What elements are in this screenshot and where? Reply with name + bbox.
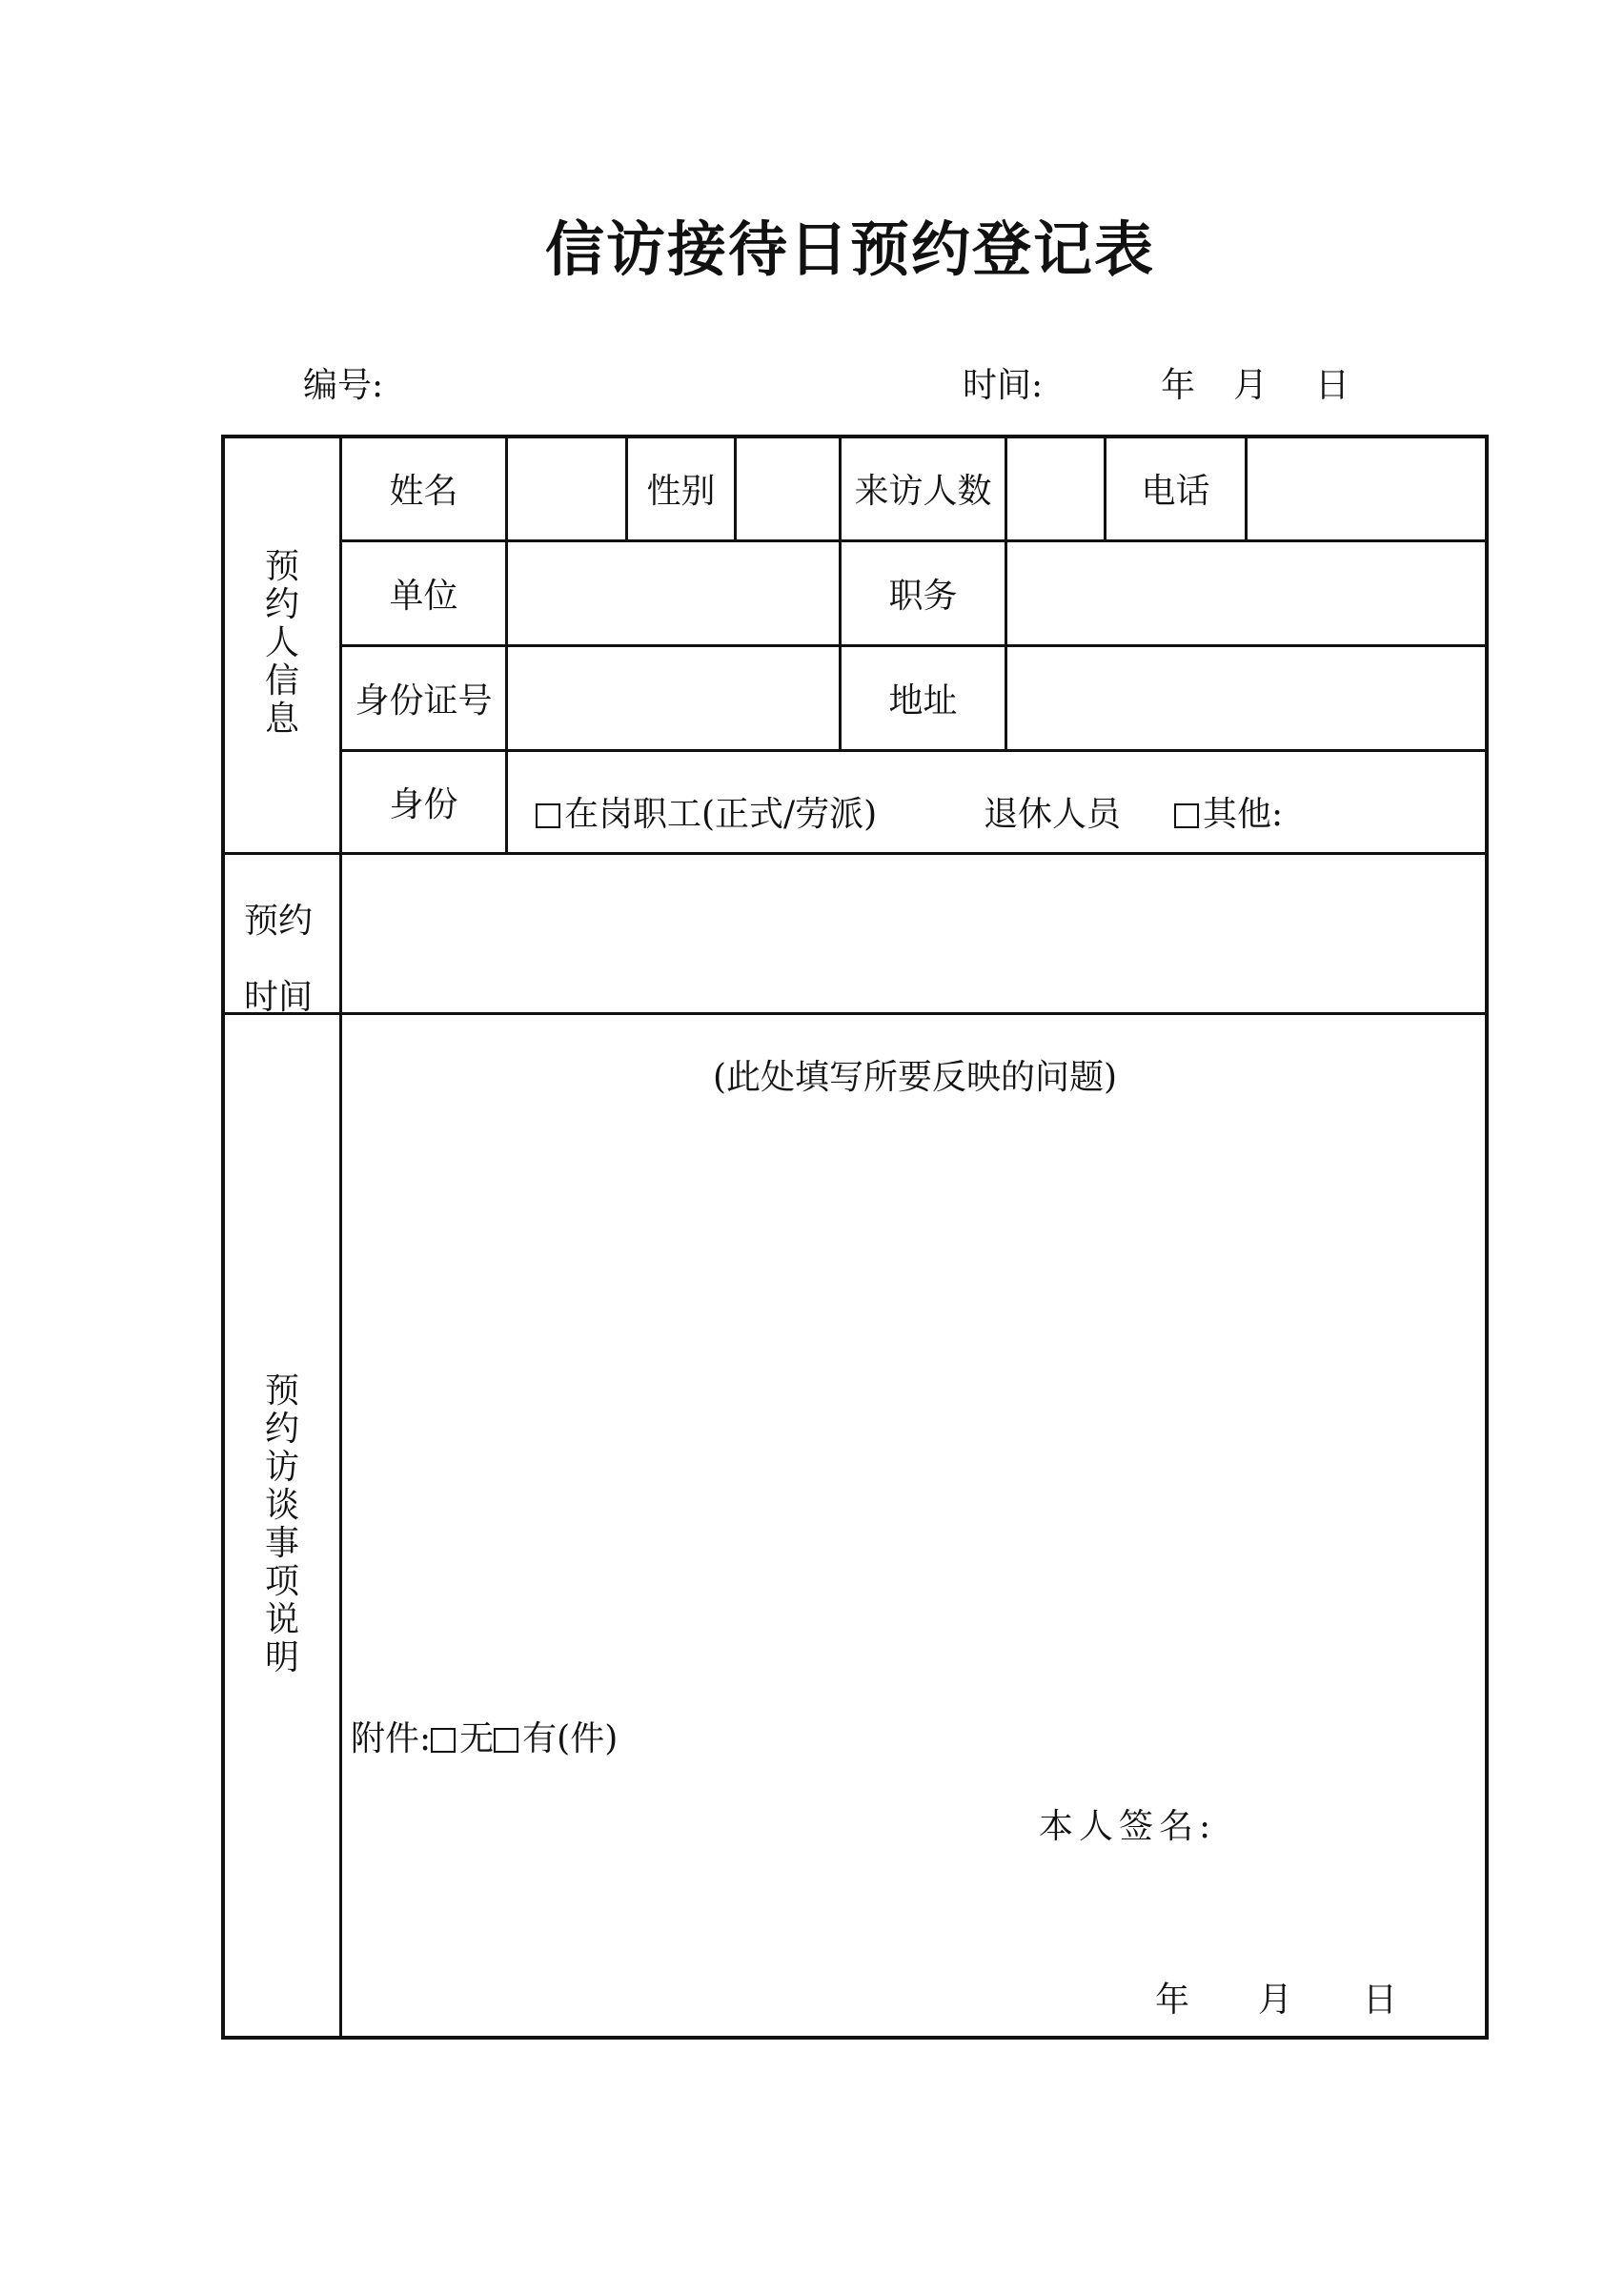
- section-divider-2: [221, 1012, 1487, 1015]
- gender-field[interactable]: [737, 437, 839, 539]
- applicant-label-char: 预: [264, 547, 299, 586]
- matters-field[interactable]: [342, 1106, 1485, 1696]
- appointment-time-field[interactable]: [342, 855, 1485, 1012]
- matters-label-char: 项: [264, 1562, 299, 1601]
- attachment-row: [351, 1712, 618, 1760]
- appointment-time-label-2: 时间: [244, 978, 314, 1017]
- applicant-section-label: [225, 548, 339, 739]
- header-year: 年: [1161, 366, 1196, 405]
- applicant-label-char: 人: [264, 623, 299, 662]
- id-number-label: 身份证号: [355, 681, 493, 721]
- identity-option-employee-text: 在岗职工(正式/劳派): [564, 795, 878, 834]
- gender-label: 性别: [646, 472, 716, 511]
- checkbox-other[interactable]: [1174, 803, 1199, 828]
- sign-year: 年: [1155, 1980, 1190, 2020]
- table-right-border: [1485, 435, 1489, 2040]
- matters-section-label: [225, 1372, 339, 1677]
- header-month: 月: [1233, 366, 1269, 405]
- header-day: 日: [1315, 366, 1350, 405]
- signature-label: 本人签名:: [1039, 1807, 1217, 1846]
- row-divider-3: [339, 749, 1487, 752]
- checkbox-attachment-has[interactable]: [494, 1728, 518, 1753]
- matters-label-char: 约: [264, 1410, 299, 1449]
- matters-label-char: 访: [264, 1448, 299, 1487]
- name-label: 姓名: [389, 472, 458, 511]
- identity-option-other[interactable]: [1174, 787, 1283, 836]
- matters-label-char: 事: [264, 1524, 299, 1563]
- name-field[interactable]: [508, 437, 625, 539]
- attachment-none-text: 无: [459, 1719, 495, 1758]
- applicant-label-char: 信: [264, 661, 299, 701]
- matters-label-char: 谈: [264, 1486, 299, 1525]
- sign-month: 月: [1258, 1980, 1293, 2020]
- matters-label-char: 明: [264, 1638, 299, 1677]
- attachment-has-text: 有(件): [522, 1719, 619, 1758]
- table-bottom-border: [221, 2036, 1489, 2040]
- time-label: 时间:: [963, 366, 1044, 405]
- phone-field[interactable]: [1248, 437, 1485, 539]
- position-field[interactable]: [1007, 542, 1485, 644]
- matters-hint: (此处填写所要反映的问题): [713, 1058, 1118, 1097]
- phone-label: 电话: [1141, 472, 1210, 511]
- identity-label: 身份: [389, 785, 458, 824]
- page-title: 信访接待日预约登记表: [544, 214, 1155, 284]
- matters-label-char: 预: [264, 1371, 299, 1411]
- applicant-label-char: 息: [264, 700, 299, 739]
- checkbox-attachment-none[interactable]: [431, 1728, 456, 1753]
- address-label: 地址: [888, 681, 958, 721]
- identity-option-retired[interactable]: 退休人员: [984, 795, 1122, 834]
- unit-label: 单位: [389, 577, 458, 616]
- identity-option-other-text: 其他:: [1203, 795, 1284, 834]
- address-field[interactable]: [1007, 647, 1485, 749]
- position-label: 职务: [888, 577, 958, 616]
- serial-label: 编号:: [303, 366, 384, 405]
- attachment-label: 附件:: [351, 1719, 432, 1758]
- unit-field[interactable]: [508, 542, 839, 644]
- visitors-field[interactable]: [1007, 437, 1104, 539]
- id-number-field[interactable]: [508, 647, 839, 749]
- sign-day: 日: [1363, 1980, 1398, 2020]
- matters-label-char: 说: [264, 1600, 299, 1639]
- identity-option-employee[interactable]: [536, 787, 877, 836]
- checkbox-employee[interactable]: [536, 803, 560, 828]
- visitors-label: 来访人数: [854, 472, 992, 511]
- appointment-time-label-1: 预约: [244, 902, 314, 941]
- applicant-label-char: 约: [264, 585, 299, 624]
